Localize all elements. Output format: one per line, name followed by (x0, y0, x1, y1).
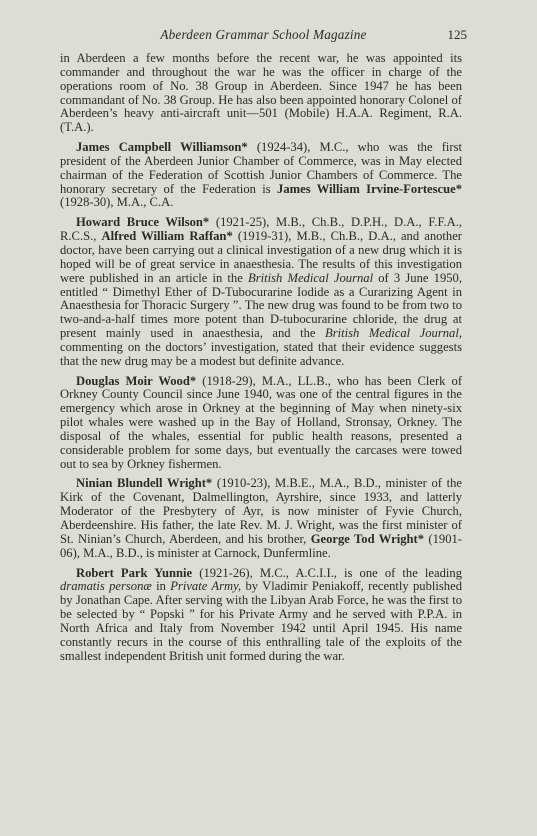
paragraph (60, 141, 462, 210)
person-name: Alfred William Raffan* (101, 229, 233, 244)
paragraph (60, 477, 462, 560)
paragraph-text: (1921-26), M.C., A.C.I.I., is one of the leading (192, 565, 462, 580)
person-name: James William Irvine-Fortescue* (277, 181, 462, 196)
italic-title: British Medical Journal (248, 270, 374, 285)
paragraph-text: in Aberdeen a few months before the recent war, he was appointed its commander and throughout the war he was the officer in charge of the operations room of No. 38 Group in Aberdeen. Since 1947 he has been commandant of No. 38 Group. He has also been appointed honorary Colonel of Aberdeen’s heavy anti-aircraft unit—501 (Mobile) H.A.A. Regiment, R.A. (T.A.). (60, 51, 462, 135)
paragraph-text: by Vladimir Peniakoff, recently published by Jonathan Cape. After serving with the Libyan Arab Force, he was the first to be selected by “ Popski ” for his Private Army and he served with P.P.A. in North Africa and Italy from November 1942 until April 1945. His name constantly recurs in the course of this enthralling tale of the exploits of the smallest independent British unit formed during the war. (60, 579, 462, 663)
paragraph (60, 567, 462, 664)
paragraph-text: (1928-30), M.A., C.A. (60, 195, 174, 210)
person-name: George Tod Wright* (310, 531, 424, 546)
paragraph-text: in (151, 579, 171, 594)
running-title: Aberdeen Grammar School Magazine (160, 27, 367, 42)
paragraph (60, 375, 462, 472)
paragraph-text: commenting on the doctors’ investigation, stated that their evidence suggests that the new drug may be a modest but definite advance. (60, 339, 462, 368)
paragraph-text: of 3 June 1950, entitled “ Dimethyl Ether of D-Tubocurarine Iodide as a Curarizing Agent in Anaesthesia for Thoracic Surgery ”. The new drug was found to be from two to two-and-a-half times more potent than D-tubocurarine chloride, the drug at present mainly used in anaesthesia, and the (60, 270, 462, 341)
paragraph-text: (1910-23), M.B.E., M.A., B.D., minister of the Kirk of the Covenant, Dalmellington, Ayrshire, since 1933, and latterly Moderator of the Presbytery of Ayr, is now minister of Fyvie Church, Aberdeenshire. His father, the late Rev. M. J. Wright, was the first minister of St. Ninian’s Church, Aberdeen, and his brother, (60, 476, 462, 546)
italic-title: British Medical Journal, (325, 326, 462, 341)
paragraph-text: (1919-31), M.B., Ch.B., D.A., and another doctor, have been carrying out a clinical investigation of a new drug which it is hoped will be of great service in anaesthesia. The results of this investigation were published in an article in the (60, 229, 463, 285)
italic-title: Private Army, (170, 579, 242, 594)
person-name: Ninian Blundell Wright* (76, 476, 213, 491)
page-header (60, 27, 467, 45)
person-name: Robert Park Yunnie (76, 565, 193, 580)
paragraph-text: (1918-29), M.A., LL.B., who has been Clerk of Orkney County Council since June 1940, was one of the central figures in the emergency which arose in Orkney at the beginning of May when ninety-six pilot whales were washed up in the Bay of Holland, Stronsay, Orkney. The disposal of the whales, essential for public health reasons, presented a considerable problem for some days, but eventually the carcases were towed out to sea by Orkney fishermen. (60, 373, 463, 471)
page-number: 125 (447, 27, 467, 42)
italic-title: dramatis personæ (60, 579, 152, 594)
paragraph (60, 216, 462, 368)
person-name: Douglas Moir Wood* (76, 373, 197, 388)
paragraph-text: (1924-34), M.C., who was the first president of the Aberdeen Junior Chamber of Commerce, was in May elected chairman of the Federation of Scottish Junior Chambers of Commerce. The honorary secretary of the Federation is (60, 140, 462, 196)
person-name: Howard Bruce Wilson* (76, 215, 210, 230)
person-name: James Campbell Williamson* (76, 140, 248, 155)
paragraph (60, 52, 462, 135)
article-body (60, 52, 462, 663)
paragraph-text: (1921-25), M.B., Ch.B., D.P.H., D.A., F.F.A., R.C.S., (60, 215, 462, 244)
paragraph-text: (1901-06), M.A., B.D., is minister at Carnock, Dunfermline. (60, 531, 462, 560)
